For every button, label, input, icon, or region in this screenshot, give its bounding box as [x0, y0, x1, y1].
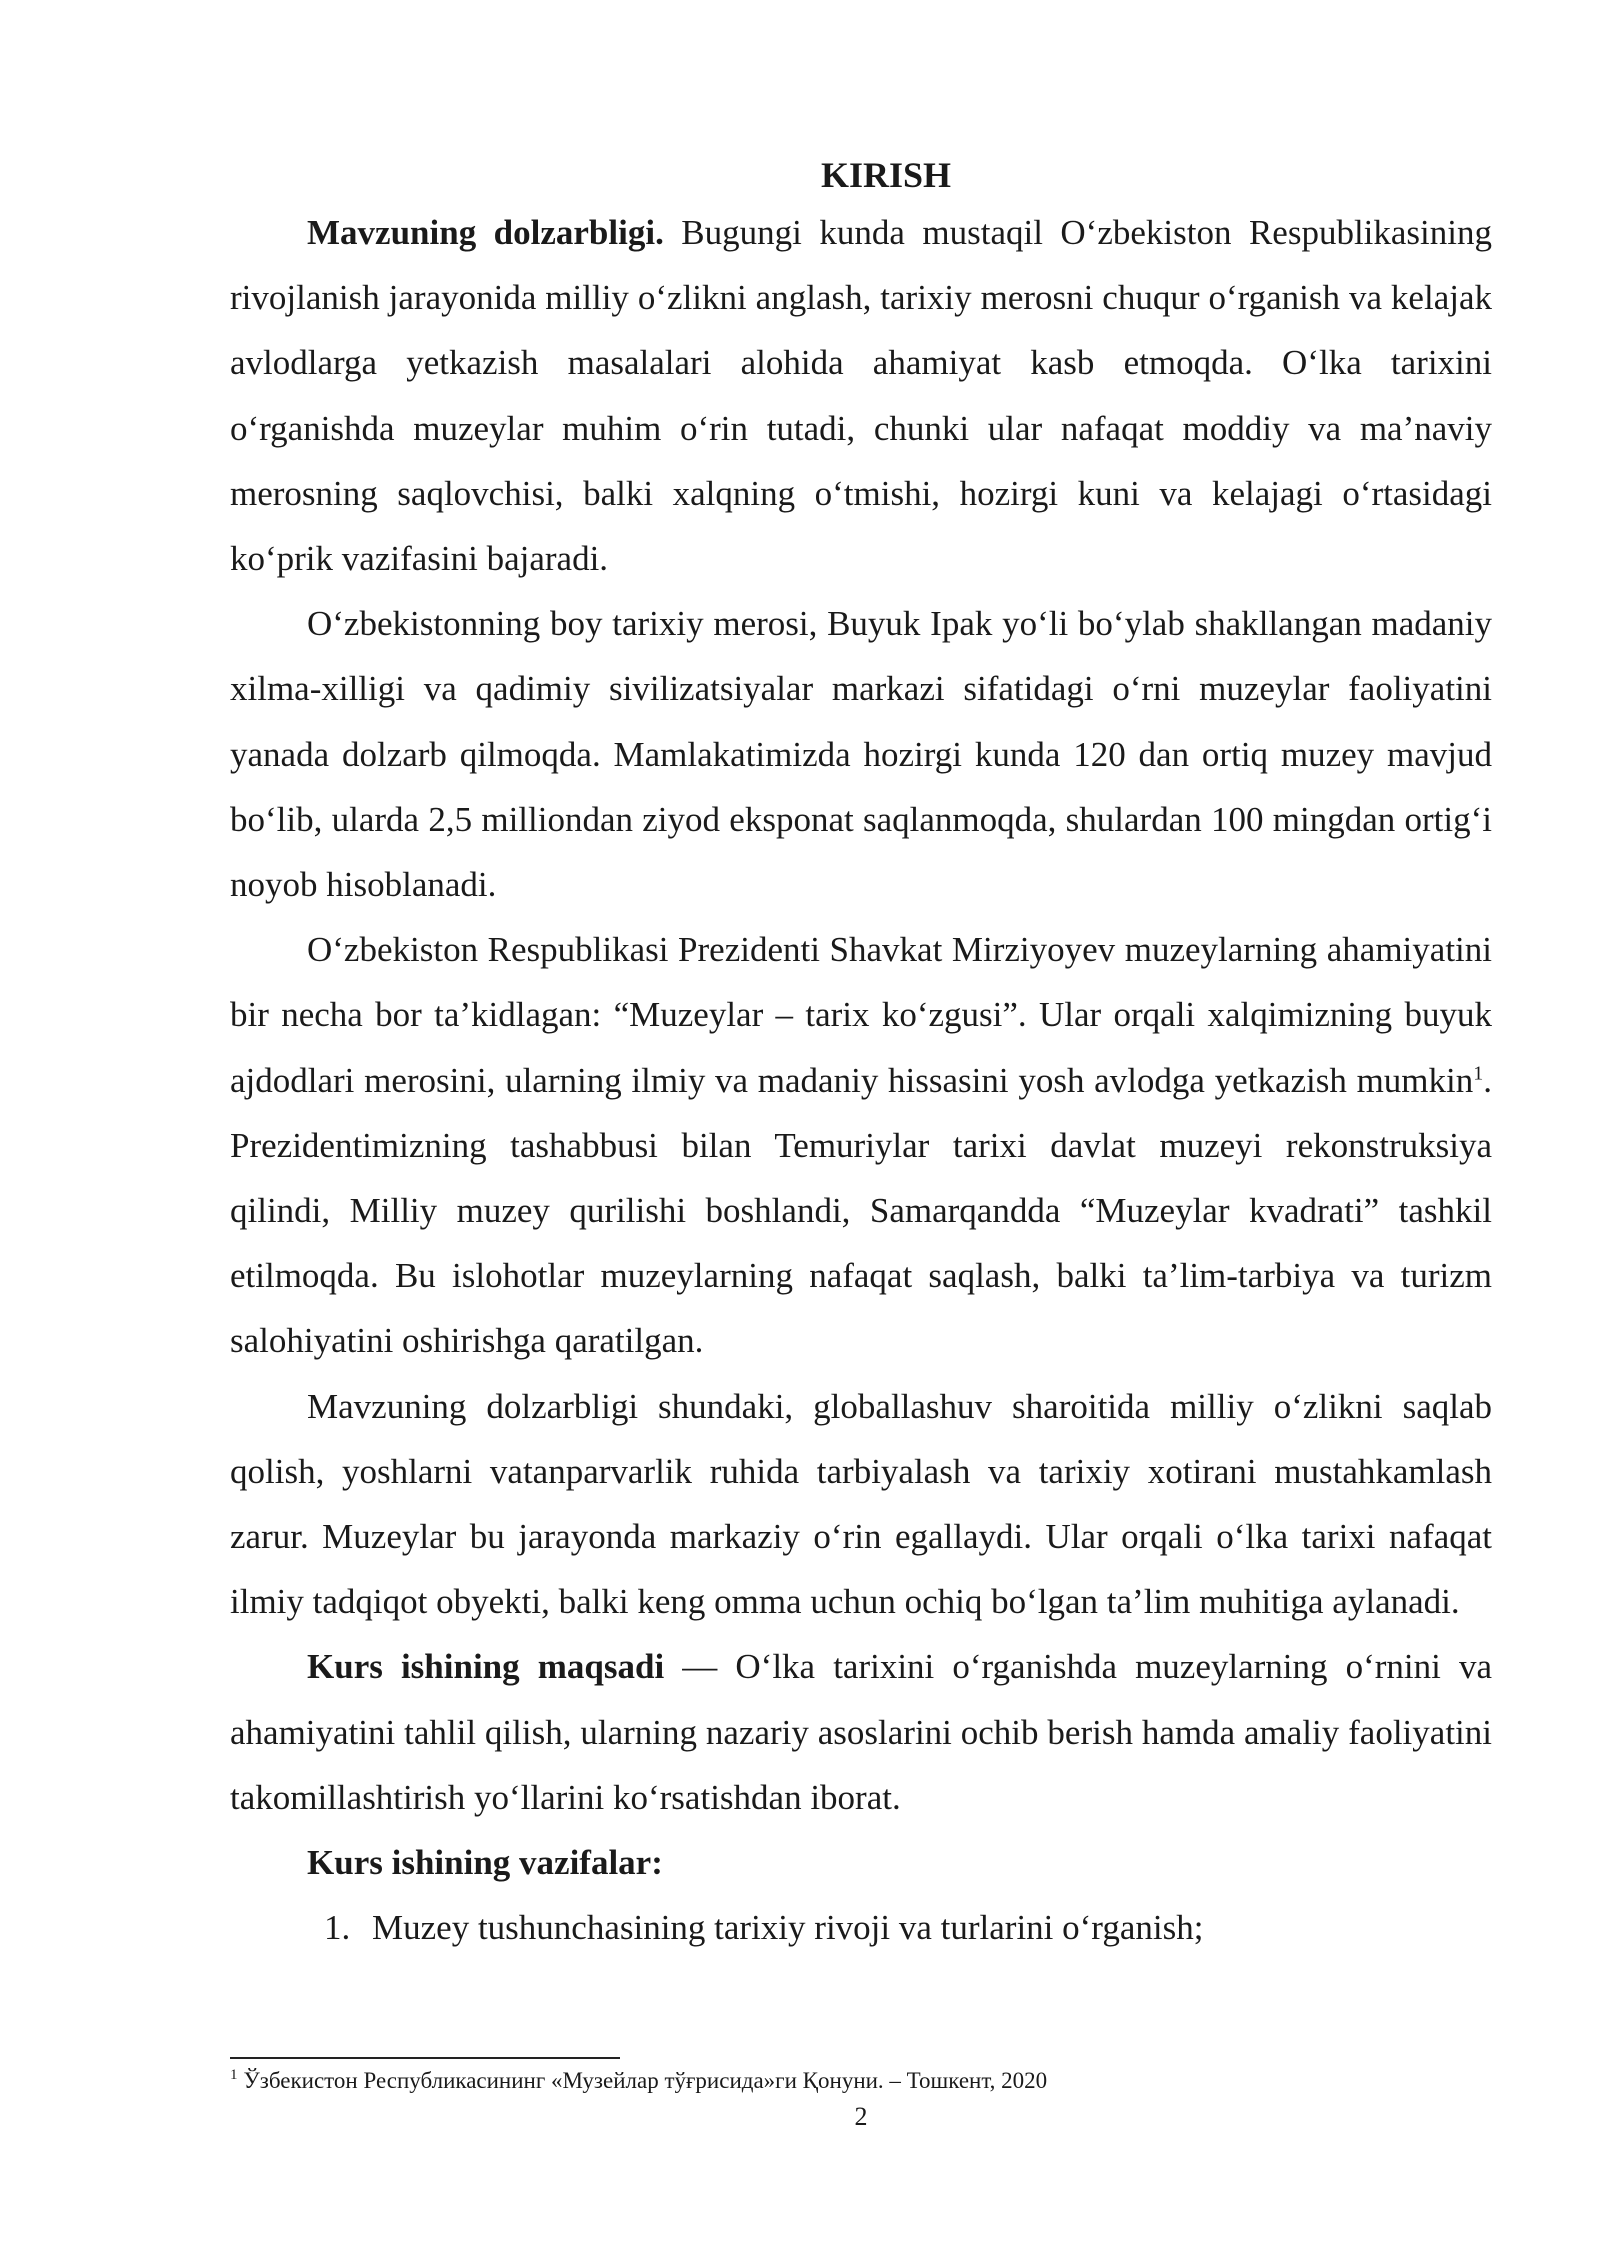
list-item-text: Muzey tushunchasining tarixiy rivoji va turlarini o‘rganish;: [372, 1908, 1204, 1948]
paragraph-text: O‘zbekiston Respublikasi Prezidenti Shavkat Mirziyoyev muzeylarning ahamiyatini bir necha bor ta’kidlagan: “Muzeylar – tarix ko‘zgusi”. Ular orqali xalqimizning buyuk ajdodlari merosini, ularning ilmiy va madaniy hissasini yosh avlodga yetkazish mumkin: [230, 930, 1492, 1100]
footnote-reference[interactable]: 1: [1473, 1061, 1484, 1084]
list-item-number: 1.: [324, 1908, 351, 1948]
tasks-title: Kurs ishining vazifalar:: [307, 1843, 663, 1883]
paragraph-text: — O‘lka tarixini o‘rganishda muzeylarning o‘rnini va ahamiyatini tahlil qilish, ularning nazariy asoslarini ochib berish hamda amaliy faoliyatini takomillashtirish yo‘llarini ko‘rsatishdan iborat.: [230, 1647, 1493, 1817]
paragraph-heritage: O‘zbekistonning boy tarixiy merosi, Buyuk Ipak yo‘li bo‘ylab shakllangan madaniy xilma-xilligi va qadimiy sivilizatsiyalar markazi sifatidagi o‘rni muzeylar faoliyatini yanada dolzarb qilmoqda. Mamlakatimizda hozirgi kunda 120 dan ortiq muzey mavjud bo‘lib, ularda 2,5 milliondan ziyod eksponat saqlanmoqda, shulardan 100 mingdan ortig‘i noyob hisoblanadi.: [230, 604, 1492, 905]
paragraph-lead: Mavzuning dolzarbligi.: [307, 213, 664, 252]
section-heading: KIRISH: [820, 155, 952, 195]
document-page: [230, 150, 1492, 1960]
paragraph-text: . Prezidentimizning tashabbusi bilan Temuriylar tarixi davlat muzeyi rekonstruksiya qilindi, Milliy muzey qurilishi boshlandi, Samarqandda “Muzeylar kvadrati” tashkil etilmoqda. Bu islohotlar muzeylarning nafaqat saqlash, balki ta’lim-tarbiya va turizm salohiyatini oshirishga qaratilgan.: [230, 1060, 1492, 1361]
paragraph-president: [230, 917, 1492, 1373]
paragraph-globalization: Mavzuning dolzarbligi shundaki, globallashuv sharoitida milliy o‘zlikni saqlab qolish, yoshlarni vatanparvarlik ruhida tarbiyalash va tarixiy xotirani mustahkamlash zarur. Muzeylar bu jarayonda markaziy o‘rin egallaydi. Ular orqali o‘lka tarixi nafaqat ilmiy tadqiqot obyekti, balki keng omma uchun ochiq bo‘lgan ta’lim muhitiga aylanadi.: [230, 1386, 1492, 1622]
footnote-number: 1: [230, 2067, 238, 2084]
paragraph-lead: Kurs ishining maqsadi: [307, 1647, 665, 1687]
page-number: 2: [854, 2102, 868, 2131]
paragraph-relevance: [230, 200, 1492, 591]
footnote-text: Ўзбекистон Республикасининг «Музейлар тўғрисида»ги Қонуни. – Тошкент, 2020: [243, 2068, 1048, 2093]
footnote: [230, 2065, 1047, 2097]
list-item: [230, 1895, 1492, 1960]
paragraph-goal: [230, 1634, 1492, 1830]
footnote-divider: [230, 2057, 620, 2059]
paragraph-text: Bugungi kunda mustaqil O‘zbekiston Respublikasining rivojlanish jarayonida milliy o‘zlikni anglash, tarixiy merosni chuqur o‘rganish va kelajak avlodlarga yetkazish masalalari alohida ahamiyat kasb etmoqda. O‘lka tarixini o‘rganishda muzeylar muhim o‘rin tutadi, chunki ular nafaqat moddiy va ma’naviy merosning saqlovchisi, balki xalqning o‘tmishi, hozirgi kuni va kelajagi o‘rtasidagi ko‘prik vazifasini bajaradi.: [230, 213, 1493, 579]
